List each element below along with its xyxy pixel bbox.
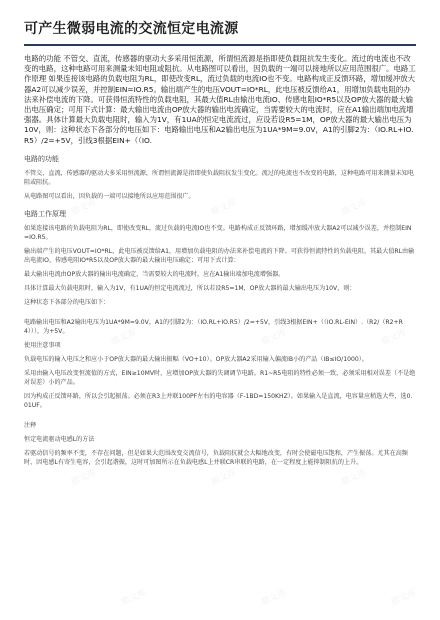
body-paragraph: 如果连接该电路的负载电阻为RL，即使改变RL，流过负载的电流IO也不变。电路构成正反馈环路，增加缓冲放大器A2可以减少误差，并控制EIN=IO.R5。 — [24, 224, 412, 241]
body-paragraph: 具体计算最大负载电阻时，输入为1V，有1UA的恒定电流流过，所以若设R5=1M，OP放大器的最大输出电压为10V，则： — [24, 284, 356, 292]
body-paragraph: 输出端产生的电压VOUT=IO*RL，此电压被反馈给A1，用增加负载电阻的办法来补偿电流的下降。可获得恒流特性的负载电阻，其最大值RL由输出电流IO、传感电阻IO*R5以及OP放大器的最大输出电压确定；可用下式计算： — [24, 247, 415, 264]
watermark: 鼎文库 — [389, 587, 419, 609]
document-title: 可产生微弱电流的交流恒定电流源 — [24, 21, 239, 37]
body-paragraph: 这种状态下各部分的电压如下： — [24, 298, 110, 306]
body-paragraph: 最大输出电流由OP放大器的输出电流确定，当需要较大的电流时，应在A1输出端加电流增强器。 — [24, 270, 285, 278]
section-heading: 电路工作原理 — [24, 209, 66, 218]
body-paragraph: 注释 — [24, 421, 37, 429]
body-paragraph: 负载电压的输入电压之和应小于OP放大器的最大输出振幅（VO+10）。OP放大器A2采用输入偏流IB小的产品（IB≤IO/1000）。 — [24, 355, 368, 363]
body-paragraph: 从电路图可以看出，因负载的一端可以接地所以应用范围很广。 — [24, 192, 195, 200]
watermark: 鼎文库 — [109, 327, 139, 349]
watermark: 鼎文库 — [259, 587, 289, 609]
document-body — [24, 154, 416, 467]
intro-paragraph: 电路的功能 不管交、直流，传感器的驱动大多采用恒流源，所谓恒流源是指即使负载阻抗发生变化。流过的电流也不改变的电路，这种电路可用来测量未知电阻或阻抗。从电路图可以看出，因负载的一端可以接地所以应用范围很广。电路工作原理 如果连接该电路的负载电阻为RL，即使改变RL，流过负载的电流IO也不变。电路构成正反馈环路，增加缓冲放大器A2可以减少误差，并控制EIN=IO.R5。输出端产生的电压VOUT=IO*RL，此电压被反馈给A1，用增加负载电阻的办法来补偿电流的下降。可获得恒流特性的负载电阻，其最大值RL由输出电流IO、传感电阻IO*R5以及OP放大器的最大输出电压确定；可用下式计算：最大输出电流由OP放大器的输出电流确定，当需要较大的电流时，应在A1输出端加电流增强器。具体计算最大负载电阻时，输入为1V，有1UA的恒定电流流过，应设若设R5=1M，OP放大器的最大输出电压为10V，则：这种状态下各部分的电压如下：电路输出电压和A2输出电压为1UA*9M=9.0V，A1的引脚2为：（IO.RL+IO.R5）/2=+5V，引线3根据EIN+（（IO. — [24, 54, 416, 145]
watermark: 鼎文库 — [209, 467, 239, 489]
watermark: 鼎文库 — [259, 327, 289, 349]
watermark: 鼎文库 — [119, 587, 149, 609]
body-paragraph: 恒定电流驱动电感L的方法 — [24, 435, 95, 443]
body-paragraph: 若驱动信号的频率不变，不存在问题，但是如果大范围改变交流信号，负载阻抗就会大幅地改变，有时会使磁电压饱和，产生振荡。尤其在高频时，因电感L有寄生电容，会引起谐振，这时可加图所示在负载电感L上并联CR串联的电路，在一定程度上能抑制阻抗的上升。 — [24, 449, 408, 466]
watermark: 鼎文库 — [339, 467, 369, 489]
body-paragraph: 因为构成正反馈环路，所以会引起振荡。必须在R3上并联100PF左右的电容器（F-1BD=150KHZ）。如果输入是直流，电容量应稍选大些，选0.01UF。 — [24, 392, 413, 409]
body-paragraph: 不管交、直流，传感器的驱动大多采用恒流源，所谓恒流源是指即使负载阻抗发生变化。流过的电流也不改变的电路，这种电路可用来测量未知电阻或阻抗。 — [24, 169, 414, 186]
watermark: 鼎文库 — [379, 327, 409, 349]
body-paragraph: 采用由输入电压改变恒流值的方式，EIN≥10MV时，应增加OP放大器的失调调节电路。R1~R5电阻的特性必须一致，必须采用相对误差（不是绝对误差）小的产品。 — [24, 369, 416, 386]
title-bar — [24, 0, 416, 46]
body-paragraph: 电路输出电压和A2输出电压为1UA*9M=9.0V，A1的引脚2为：（IO.RL+IO.R5）/2=+5V，引线3根据EIN+（（IO.RL-EIN）.（R2/（R2+R4））），为+5V。 — [24, 318, 403, 335]
watermark: 鼎文库 — [339, 197, 369, 219]
watermark: 鼎文库 — [209, 197, 239, 219]
watermark: 鼎文库 — [69, 467, 99, 489]
section-heading: 电路的功能 — [24, 154, 59, 163]
watermark: 鼎文库 — [69, 197, 99, 219]
body-paragraph: 使用注意事项 — [24, 341, 61, 349]
